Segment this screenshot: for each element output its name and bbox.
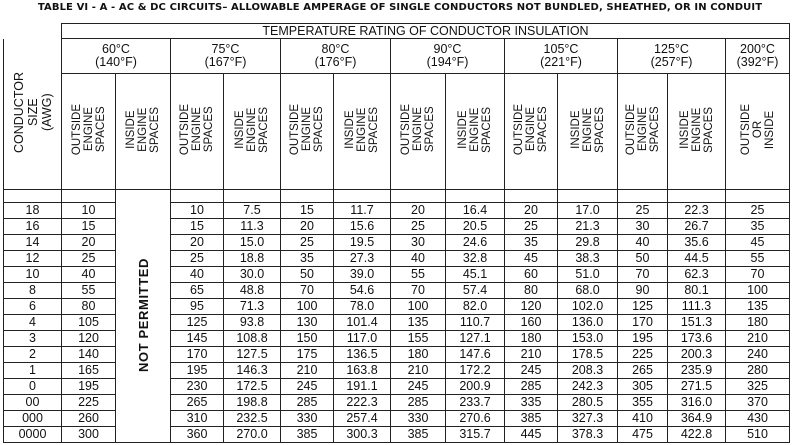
ampacity-cell: 25 <box>726 203 790 219</box>
ampacity-cell: 180 <box>726 315 790 331</box>
inside-engine-spaces-label-line: SPACES <box>593 107 606 153</box>
ampacity-cell: 40 <box>62 267 116 283</box>
size-header-line: (AWG) <box>39 93 54 132</box>
ampacity-cell: 19.5 <box>334 235 391 251</box>
inside-engine-spaces-label-line: SPACES <box>258 107 270 153</box>
ampacity-cell: 70 <box>726 267 790 283</box>
ampacity-cell: 160 <box>505 315 558 331</box>
ampacity-cell: 101.4 <box>334 315 391 331</box>
outside-engine-spaces-label-line: SPACES <box>537 107 549 153</box>
ampacity-cell: 315.7 <box>446 427 505 443</box>
temp-fahrenheit: (140°F) <box>95 55 137 69</box>
ampacity-cell: 25 <box>281 235 334 251</box>
ampacity-cell: 100 <box>281 299 334 315</box>
ampacity-cell: 257.4 <box>334 411 391 427</box>
ampacity-cell: 7.5 <box>224 203 281 219</box>
ampacity-cell: 385 <box>505 411 558 427</box>
ampacity-cell: 285 <box>505 379 558 395</box>
ampacity-cell: 163.8 <box>334 363 391 379</box>
ampacity-cell: 17.0 <box>558 203 618 219</box>
ampacity-cell: 24.6 <box>446 235 505 251</box>
ampacity-cell: 40 <box>171 267 224 283</box>
ampacity-cell: 285 <box>281 395 334 411</box>
ampacity-cell: 82.0 <box>446 299 505 315</box>
temp-celsius: 90°C <box>433 42 462 56</box>
ampacity-cell: 173.6 <box>668 331 726 347</box>
ampacity-cell: 172.5 <box>224 379 281 395</box>
ampacity-cell: 195 <box>62 379 116 395</box>
ampacity-cell: 54.6 <box>334 283 391 299</box>
inside-engine-spaces-label <box>558 74 618 190</box>
ampacity-cell: 210 <box>726 331 790 347</box>
ampacity-cell: 245 <box>391 379 446 395</box>
ampacity-cell: 235.9 <box>668 363 726 379</box>
spacer-cell <box>4 190 62 203</box>
conductor-size-cell: 00 <box>4 395 62 411</box>
outside-engine-spaces-label <box>391 74 446 190</box>
ampacity-cell: 30 <box>618 219 668 235</box>
ampacity-cell: 30 <box>391 235 446 251</box>
ampacity-cell: 127.1 <box>446 331 505 347</box>
inside-engine-spaces-label-line: SPACES <box>702 107 715 153</box>
ampacity-cell: 10 <box>171 203 224 219</box>
outside-engine-spaces-label-line: ENGINE <box>525 107 537 153</box>
temp-fahrenheit: (194°F) <box>426 55 469 69</box>
ampacity-cell: 200.9 <box>446 379 505 395</box>
ampacity-cell: 35 <box>505 235 558 251</box>
ampacity-cell: 445 <box>505 427 558 443</box>
temp-header-3 <box>391 39 505 74</box>
ampacity-cell: 422.8 <box>668 427 726 443</box>
ampacity-table <box>3 23 790 443</box>
spacer-cell <box>281 190 334 203</box>
inside-engine-spaces-label-line: INSIDE <box>125 110 137 150</box>
ampacity-cell: 21.3 <box>558 219 618 235</box>
ampacity-cell: 230 <box>171 379 224 395</box>
ampacity-cell: 210 <box>281 363 334 379</box>
inside-engine-spaces-label-line: ENGINE <box>246 107 258 153</box>
ampacity-cell: 305 <box>618 379 668 395</box>
outside-engine-spaces-label-line: ENGINE <box>636 107 649 153</box>
ampacity-cell: 232.5 <box>224 411 281 427</box>
ampacity-cell: 170 <box>171 347 224 363</box>
ampacity-cell: 51.0 <box>558 267 618 283</box>
outside-engine-spaces-label-line: OUTSIDE <box>400 104 412 156</box>
conductor-size-header <box>4 39 62 190</box>
ampacity-cell: 22.3 <box>668 203 726 219</box>
temp-fahrenheit: (392°F) <box>736 55 779 69</box>
outside-engine-spaces-label-line: SPACES <box>424 107 436 153</box>
inside-engine-spaces-label-line: INSIDE <box>569 110 582 150</box>
ampacity-cell: 195 <box>171 363 224 379</box>
ampacity-cell: 153.0 <box>558 331 618 347</box>
spacer-cell <box>171 190 224 203</box>
temp-fahrenheit: (176°F) <box>314 55 357 69</box>
outside-or-inside-label <box>726 74 790 190</box>
outside-engine-spaces-label-line: ENGINE <box>412 107 424 153</box>
inside-engine-spaces-label-line: ENGINE <box>690 107 703 153</box>
ampacity-cell: 200.3 <box>668 347 726 363</box>
temp-fahrenheit: (167°F) <box>204 55 247 69</box>
ampacity-cell: 330 <box>281 411 334 427</box>
ampacity-cell: 285 <box>391 395 446 411</box>
temp-header-6 <box>726 39 790 74</box>
ampacity-cell: 475 <box>618 427 668 443</box>
inside-engine-spaces-label-line: INSIDE <box>678 110 691 150</box>
inside-engine-spaces-label-line: ENGINE <box>469 107 481 153</box>
outside-engine-spaces-label-line: OUTSIDE <box>624 104 637 156</box>
ampacity-cell: 40 <box>618 235 668 251</box>
ampacity-cell: 15.6 <box>334 219 391 235</box>
conductor-size-cell: 8 <box>4 283 62 299</box>
ampacity-cell: 70 <box>391 283 446 299</box>
ampacity-cell: 240 <box>726 347 790 363</box>
ampacity-cell: 44.5 <box>668 251 726 267</box>
ampacity-cell: 355 <box>618 395 668 411</box>
ampacity-cell: 225 <box>62 395 116 411</box>
ampacity-cell: 26.7 <box>668 219 726 235</box>
ampacity-cell: 45 <box>505 251 558 267</box>
ampacity-cell: 120 <box>505 299 558 315</box>
ampacity-cell: 316.0 <box>668 395 726 411</box>
ampacity-cell: 105 <box>62 315 116 331</box>
inside-engine-spaces-label <box>224 74 281 190</box>
outside-or-inside-label-line: INSIDE <box>763 110 776 150</box>
ampacity-cell: 15 <box>281 203 334 219</box>
ampacity-cell: 191.1 <box>334 379 391 395</box>
ampacity-cell: 50 <box>618 251 668 267</box>
temp-fahrenheit: (257°F) <box>650 55 693 69</box>
conductor-size-cell: 14 <box>4 235 62 251</box>
ampacity-cell: 172.2 <box>446 363 505 379</box>
outside-engine-spaces-label-line: OUTSIDE <box>179 104 191 156</box>
inside-engine-spaces-label <box>116 74 171 190</box>
temp-header-5 <box>618 39 726 74</box>
ampacity-cell: 45.1 <box>446 267 505 283</box>
outside-engine-spaces-label-line: OUTSIDE <box>289 104 301 156</box>
ampacity-cell: 48.8 <box>224 283 281 299</box>
outside-engine-spaces-label-line: ENGINE <box>191 107 203 153</box>
ampacity-cell: 280.5 <box>558 395 618 411</box>
ampacity-cell: 68.0 <box>558 283 618 299</box>
conductor-size-cell: 0000 <box>4 427 62 443</box>
ampacity-cell: 32.8 <box>446 251 505 267</box>
ampacity-cell: 300.3 <box>334 427 391 443</box>
ampacity-cell: 136.0 <box>558 315 618 331</box>
ampacity-cell: 136.5 <box>334 347 391 363</box>
ampacity-cell: 178.5 <box>558 347 618 363</box>
outside-engine-spaces-label-line: SPACES <box>313 107 325 153</box>
inside-engine-spaces-label-line: INSIDE <box>344 110 356 150</box>
ampacity-cell: 146.3 <box>224 363 281 379</box>
ampacity-cell: 233.7 <box>446 395 505 411</box>
ampacity-cell: 20.5 <box>446 219 505 235</box>
ampacity-cell: 25 <box>62 251 116 267</box>
ampacity-cell: 270.6 <box>446 411 505 427</box>
corner-cell <box>4 24 62 39</box>
ampacity-cell: 30.0 <box>224 267 281 283</box>
spacer-cell <box>334 190 391 203</box>
ampacity-cell: 80.1 <box>668 283 726 299</box>
ampacity-cell: 18.8 <box>224 251 281 267</box>
outside-engine-spaces-label-line: OUTSIDE <box>70 104 83 156</box>
conductor-size-cell: 12 <box>4 251 62 267</box>
temp-header-2 <box>281 39 391 74</box>
ampacity-cell: 39.0 <box>334 267 391 283</box>
ampacity-cell: 125 <box>618 299 668 315</box>
ampacity-cell: 165 <box>62 363 116 379</box>
ampacity-cell: 208.3 <box>558 363 618 379</box>
spacer-cell <box>62 190 116 203</box>
temp-header-4 <box>505 39 618 74</box>
ampacity-cell: 95 <box>171 299 224 315</box>
conductor-size-cell: 0 <box>4 379 62 395</box>
temp-celsius: 105°C <box>543 42 579 56</box>
inside-engine-spaces-label <box>446 74 505 190</box>
ampacity-cell: 45 <box>726 235 790 251</box>
ampacity-cell: 35.6 <box>668 235 726 251</box>
conductor-size-cell: 10 <box>4 267 62 283</box>
ampacity-cell: 151.3 <box>668 315 726 331</box>
ampacity-cell: 364.9 <box>668 411 726 427</box>
ampacity-cell: 198.8 <box>224 395 281 411</box>
outside-or-inside-label-line: OUTSIDE <box>739 104 752 156</box>
ampacity-cell: 195 <box>618 331 668 347</box>
temp-header-0 <box>62 39 171 74</box>
ampacity-cell: 20 <box>505 203 558 219</box>
ampacity-cell: 11.7 <box>334 203 391 219</box>
conductor-size-cell: 2 <box>4 347 62 363</box>
ampacity-cell: 25 <box>618 203 668 219</box>
ampacity-cell: 62.3 <box>668 267 726 283</box>
ampacity-cell: 20 <box>62 235 116 251</box>
ampacity-cell: 385 <box>391 427 446 443</box>
spacer-cell <box>726 190 790 203</box>
ampacity-cell: 55 <box>726 251 790 267</box>
conductor-size-cell: 16 <box>4 219 62 235</box>
inside-engine-spaces-label-line: ENGINE <box>581 107 594 153</box>
ampacity-cell: 111.3 <box>668 299 726 315</box>
ampacity-cell: 93.8 <box>224 315 281 331</box>
outside-engine-spaces-label <box>618 74 668 190</box>
ampacity-cell: 135 <box>391 315 446 331</box>
ampacity-cell: 16.4 <box>446 203 505 219</box>
ampacity-cell: 117.0 <box>334 331 391 347</box>
inside-engine-spaces-label-line: SPACES <box>368 107 380 153</box>
ampacity-cell: 71.3 <box>224 299 281 315</box>
ampacity-cell: 25 <box>171 251 224 267</box>
ampacity-cell: 325 <box>726 379 790 395</box>
inside-engine-spaces-label-line: ENGINE <box>356 107 368 153</box>
ampacity-cell: 80 <box>62 299 116 315</box>
ampacity-cell: 271.5 <box>668 379 726 395</box>
ampacity-cell: 210 <box>391 363 446 379</box>
ampacity-cell: 125 <box>171 315 224 331</box>
ampacity-cell: 90 <box>618 283 668 299</box>
ampacity-cell: 330 <box>391 411 446 427</box>
ampacity-cell: 50 <box>281 267 334 283</box>
conductor-size-cell: 6 <box>4 299 62 315</box>
ampacity-cell: 11.3 <box>224 219 281 235</box>
ampacity-cell: 70 <box>618 267 668 283</box>
conductor-size-cell: 000 <box>4 411 62 427</box>
outside-engine-spaces-label-line: SPACES <box>94 107 107 153</box>
ampacity-cell: 35 <box>281 251 334 267</box>
ampacity-cell: 108.8 <box>224 331 281 347</box>
ampacity-cell: 110.7 <box>446 315 505 331</box>
ampacity-cell: 222.3 <box>334 395 391 411</box>
ampacity-cell: 35 <box>726 219 790 235</box>
ampacity-cell: 80 <box>505 283 558 299</box>
spacer-cell <box>558 190 618 203</box>
spacer-cell <box>505 190 558 203</box>
temp-fahrenheit: (221°F) <box>540 55 582 69</box>
ampacity-cell: 15 <box>171 219 224 235</box>
ampacity-cell: 150 <box>281 331 334 347</box>
ampacity-cell: 327.3 <box>558 411 618 427</box>
ampacity-cell: 270.0 <box>224 427 281 443</box>
ampacity-cell: 410 <box>618 411 668 427</box>
size-header-line: CONDUCTOR <box>11 71 26 153</box>
ampacity-cell: 10 <box>62 203 116 219</box>
ampacity-cell: 280 <box>726 363 790 379</box>
ampacity-cell: 127.5 <box>224 347 281 363</box>
spacer-cell <box>668 190 726 203</box>
outside-engine-spaces-label <box>281 74 334 190</box>
ampacity-cell: 260 <box>62 411 116 427</box>
temp-celsius: 80°C <box>321 42 350 56</box>
ampacity-cell: 147.6 <box>446 347 505 363</box>
temperature-rating-header: TEMPERATURE RATING OF CONDUCTOR INSULATION <box>62 24 790 39</box>
conductor-size-cell: 1 <box>4 363 62 379</box>
size-header-line: SIZE <box>25 98 40 127</box>
outside-engine-spaces-label-line: ENGINE <box>82 107 95 153</box>
ampacity-cell: 38.3 <box>558 251 618 267</box>
ampacity-cell: 120 <box>62 331 116 347</box>
ampacity-cell: 310 <box>171 411 224 427</box>
inside-engine-spaces-label-line: SPACES <box>481 107 493 153</box>
ampacity-cell: 100 <box>391 299 446 315</box>
ampacity-cell: 55 <box>62 283 116 299</box>
ampacity-cell: 145 <box>171 331 224 347</box>
ampacity-cell: 245 <box>505 363 558 379</box>
inside-engine-spaces-label-line: ENGINE <box>137 107 149 153</box>
ampacity-cell: 60 <box>505 267 558 283</box>
ampacity-cell: 430 <box>726 411 790 427</box>
ampacity-cell: 360 <box>171 427 224 443</box>
conductor-size-cell: 18 <box>4 203 62 219</box>
temp-celsius: 60°C <box>102 42 130 56</box>
ampacity-cell: 210 <box>505 347 558 363</box>
ampacity-cell: 378.3 <box>558 427 618 443</box>
ampacity-cell: 55 <box>391 267 446 283</box>
ampacity-cell: 170 <box>618 315 668 331</box>
ampacity-cell: 100 <box>726 283 790 299</box>
outside-or-inside-label-line: OR <box>751 121 764 139</box>
inside-engine-spaces-label-line: INSIDE <box>234 110 246 150</box>
outside-engine-spaces-label-line: OUTSIDE <box>513 104 525 156</box>
ampacity-cell: 20 <box>281 219 334 235</box>
spacer-cell <box>446 190 505 203</box>
ampacity-cell: 20 <box>171 235 224 251</box>
ampacity-cell: 130 <box>281 315 334 331</box>
ampacity-cell: 57.4 <box>446 283 505 299</box>
ampacity-cell: 40 <box>391 251 446 267</box>
ampacity-cell: 70 <box>281 283 334 299</box>
ampacity-cell: 15 <box>62 219 116 235</box>
ampacity-cell: 20 <box>391 203 446 219</box>
ampacity-cell: 385 <box>281 427 334 443</box>
conductor-size-cell: 4 <box>4 315 62 331</box>
ampacity-cell: 78.0 <box>334 299 391 315</box>
ampacity-cell: 15.0 <box>224 235 281 251</box>
outside-engine-spaces-label <box>505 74 558 190</box>
outside-engine-spaces-label-line: ENGINE <box>301 107 313 153</box>
inside-engine-spaces-label <box>334 74 391 190</box>
ampacity-cell: 27.3 <box>334 251 391 267</box>
ampacity-cell: 29.8 <box>558 235 618 251</box>
outside-engine-spaces-label-line: SPACES <box>203 107 215 153</box>
conductor-size-cell: 3 <box>4 331 62 347</box>
ampacity-cell: 245 <box>281 379 334 395</box>
spacer-cell <box>618 190 668 203</box>
not-permitted-label: NOT PERMITTED <box>135 257 151 372</box>
ampacity-cell: 265 <box>171 395 224 411</box>
ampacity-cell: 265 <box>618 363 668 379</box>
ampacity-cell: 175 <box>281 347 334 363</box>
ampacity-cell: 135 <box>726 299 790 315</box>
ampacity-cell: 180 <box>391 347 446 363</box>
ampacity-cell: 102.0 <box>558 299 618 315</box>
outside-engine-spaces-label <box>171 74 224 190</box>
temp-celsius: 200°C <box>740 42 775 56</box>
temp-header-1 <box>171 39 281 74</box>
ampacity-cell: 65 <box>171 283 224 299</box>
ampacity-cell: 242.3 <box>558 379 618 395</box>
temp-celsius: 125°C <box>654 42 689 56</box>
spacer-cell <box>391 190 446 203</box>
ampacity-cell: 180 <box>505 331 558 347</box>
not-permitted-cell <box>116 190 171 443</box>
table-title: TABLE VI - A - AC & DC CIRCUITS– ALLOWABLE AMPERAGE OF SINGLE CONDUCTORS NOT BUNDLED, SHEATHED, OR IN CONDUIT <box>37 2 763 13</box>
ampacity-cell: 25 <box>391 219 446 235</box>
inside-engine-spaces-label <box>668 74 726 190</box>
ampacity-cell: 140 <box>62 347 116 363</box>
ampacity-cell: 155 <box>391 331 446 347</box>
ampacity-cell: 225 <box>618 347 668 363</box>
inside-engine-spaces-label-line: INSIDE <box>457 110 469 150</box>
ampacity-cell: 335 <box>505 395 558 411</box>
outside-engine-spaces-label <box>62 74 116 190</box>
spacer-cell <box>224 190 281 203</box>
inside-engine-spaces-label-line: SPACES <box>149 107 161 153</box>
ampacity-cell: 25 <box>505 219 558 235</box>
outside-engine-spaces-label-line: SPACES <box>648 107 661 153</box>
ampacity-cell: 300 <box>62 427 116 443</box>
ampacity-cell: 370 <box>726 395 790 411</box>
temp-celsius: 75°C <box>211 42 240 56</box>
ampacity-cell: 510 <box>726 427 790 443</box>
